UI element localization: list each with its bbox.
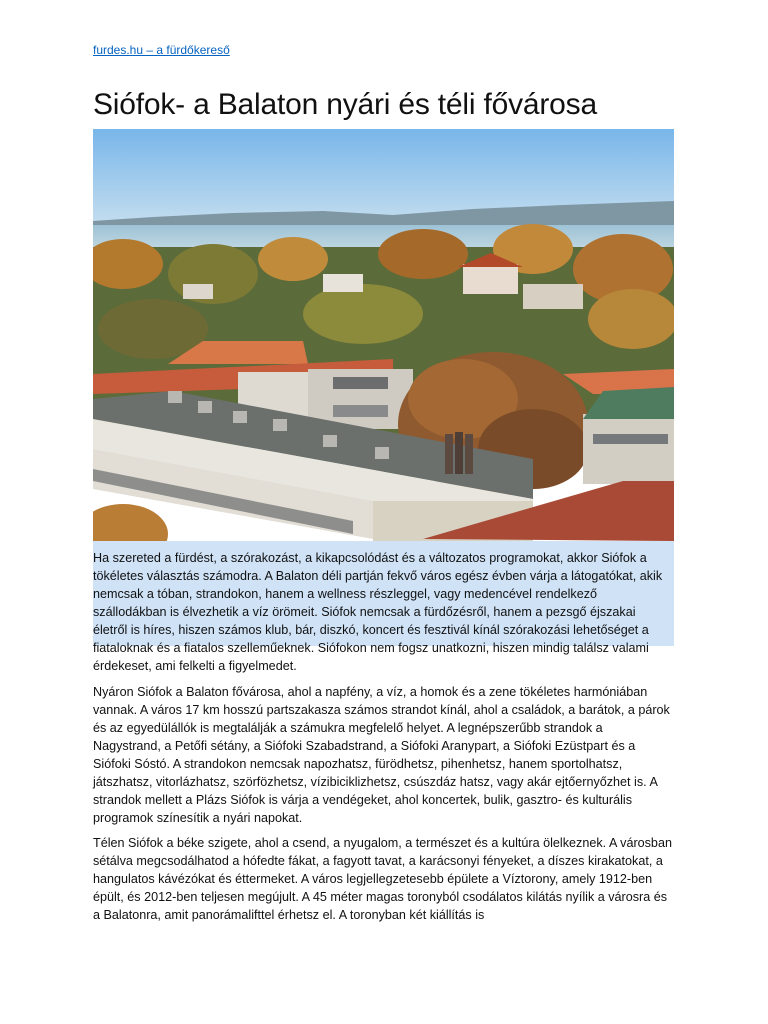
paragraph-summer: Nyáron Siófok a Balaton fővárosa, ahol a napfény, a víz, a homok és a zene tökéletes harmóniában vannak. A város 17 km hosszú partszakasza számos strandot kínál, ahol a családok, a barátok, a párok és az egyedülállók is megtalálják a számukra megfelelő helyet. A legnépszerűbb strandok a Nagystrand, a Petőfi sétány, a Siófoki Szabadstrand, a Siófoki Aranypart, a Siófoki Ezüstpart és a Siófoki Sóstó. A strandokon nemcsak napozhatsz, fürödhetsz, pihenhetsz, hanem sportolhatsz, játszhatsz, vitorlázhatsz, szörfözhetsz, vízibiciklizhetsz, csúszdáz hatsz, vagy akár ejtőernyőzhet is. A strandok mellett a Plázs Siófok is várja a vendégeket, ahol koncertek, bulik, gasztro- és kulturális programok színesítik a nyári napokat.: [93, 685, 670, 825]
page-title: Siófok- a Balaton nyári és téli fővárosa: [93, 88, 597, 121]
site-link[interactable]: furdes.hu – a fürdőkereső: [93, 43, 230, 57]
paragraph-intro: Ha szereted a fürdést, a szórakozást, a kikapcsolódást és a változatos programokat, akkor Siófok a tökéletes választás számodra. A Balaton déli partján fekvő város egész évben várja a látogatókat, akik nemcsak a tóban, strandokon, hanem a wellness részleggel, vagy medencével rendelkező szállodákban is élvezhetik a víz örömeit. Siófok nemcsak a fürdőzésről, hanem a pezsgő éjszakai életről is híres, hiszen számos klub, bár, diszkó, koncert és fesztivál kínál szórakozási lehetőséget a fiataloknak és a fiatalos szelleműeknek. Siófokon nem fogsz unatkozni, hiszen mindig találsz valami érdekeset, ami felkelti a figyelmedet.: [93, 551, 663, 673]
paragraph-winter: Télen Siófok a béke szigete, ahol a csend, a nyugalom, a természet és a kultúra ölelkeznek. A városban sétálva megcsodálhatod a hófedte fákat, a fagyott tavat, a karácsonyi fényeket, a díszes kirakatokat, a hangulatos kávézókat és éttermeket. A város legjellegzetesebb épülete a Víztorony, amely 1912-ben épült, és 2012-ben teljesen megújult. A 45 méter magas toronyból csodálatos kilátás nyílik a városra és a Balatonra, amit panorámalifttel érhetsz el. A toronyban két kiállítás is: [93, 836, 672, 922]
